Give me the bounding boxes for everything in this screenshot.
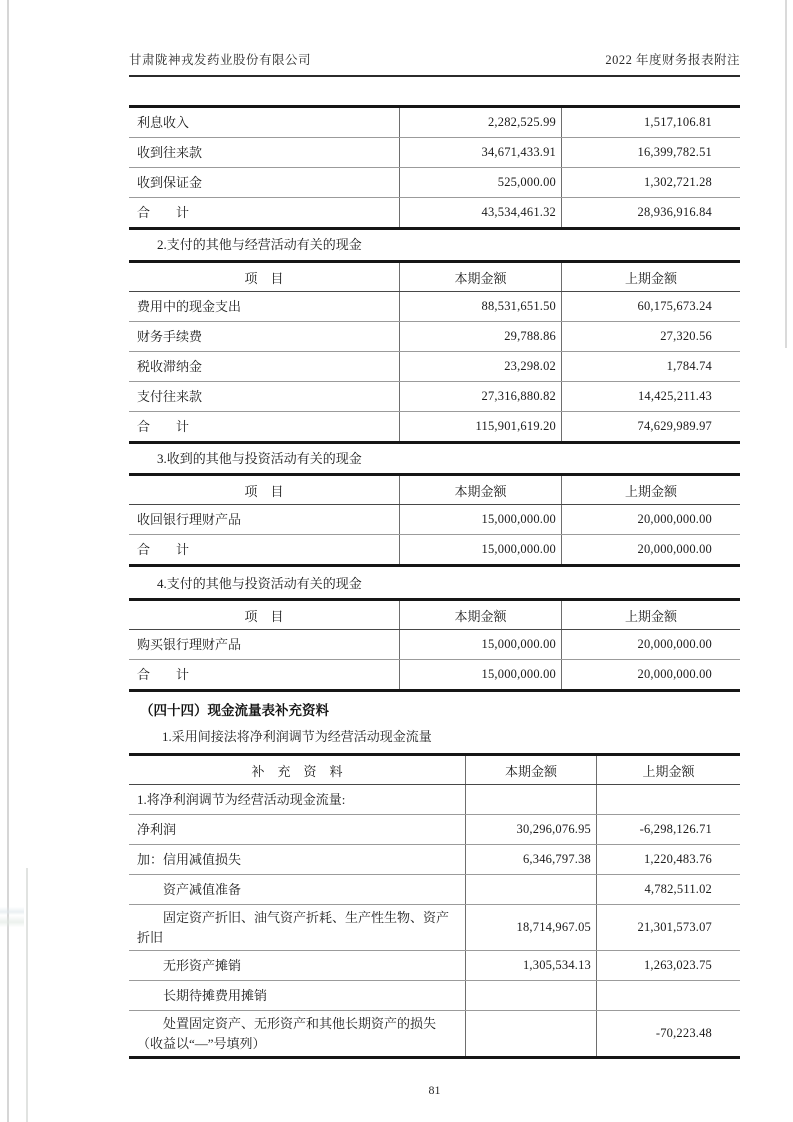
row-label: 财务手续费: [137, 328, 203, 344]
total-row: [129, 535, 740, 564]
section-heading-44: （四十四）现金流量表补充资料: [140, 703, 329, 718]
column-header: 上期金额: [561, 476, 740, 504]
row-label: 支付往来款: [137, 388, 203, 404]
amount-prior-period: 28,936,916.84: [561, 198, 740, 227]
amount-current-period: 88,531,651.50: [399, 292, 561, 321]
amount-prior-period: 16,399,782.51: [561, 138, 740, 167]
row-label: 1.将净利润调节为经营活动现金流量:: [137, 791, 346, 807]
amount-prior-period: 20,000,000.00: [561, 630, 740, 659]
table-cash-flow-supplementary: [129, 753, 740, 1059]
column-header: 上期金额: [561, 601, 740, 629]
page-number: 81: [428, 1083, 441, 1097]
amount-current-period: 34,671,433.91: [399, 138, 561, 167]
document-header: [129, 50, 740, 77]
amount-prior-period: 20,000,000.00: [561, 660, 740, 689]
table-row: [129, 630, 740, 660]
scan-edge-line-right: [785, 0, 787, 348]
table-row: [129, 168, 740, 198]
total-row: [129, 412, 740, 441]
column-header: 上期金额: [596, 756, 740, 784]
amount-prior-period: 20,000,000.00: [561, 505, 740, 534]
row-label: 合 计: [137, 418, 190, 434]
amount-current-period: 2,282,525.99: [399, 108, 561, 137]
column-header: 上期金额: [561, 263, 740, 291]
section-heading-2: 2.支付的其他与经营活动有关的现金: [157, 237, 362, 252]
amount-current-period: [465, 875, 596, 904]
total-row: [129, 660, 740, 689]
row-label: 收回银行理财产品: [137, 511, 242, 527]
row-label: 费用中的现金支出: [137, 298, 242, 314]
table-row: [129, 951, 740, 981]
amount-current-period: 1,305,534.13: [465, 951, 596, 980]
table-other-operating-cash-paid: [129, 260, 740, 444]
scan-smudge: [0, 900, 24, 934]
amount-current-period: 27,316,880.82: [399, 382, 561, 411]
table-row: [129, 815, 740, 845]
table-row: [129, 905, 740, 951]
row-label: 税收滞纳金: [137, 358, 203, 374]
amount-prior-period: 27,320.56: [561, 322, 740, 351]
amount-current-period: [465, 785, 596, 814]
amount-current-period: 525,000.00: [399, 168, 561, 197]
amount-current-period: 15,000,000.00: [399, 505, 561, 534]
amount-current-period: 15,000,000.00: [399, 535, 561, 564]
amount-current-period: [465, 981, 596, 1010]
table-row: [129, 322, 740, 352]
amount-current-period: 15,000,000.00: [399, 660, 561, 689]
amount-current-period: 30,296,076.95: [465, 815, 596, 844]
amount-prior-period: 1,263,023.75: [596, 951, 740, 980]
row-label: 合 计: [137, 204, 190, 220]
column-header: 项 目: [244, 608, 284, 624]
column-header: 本期金额: [399, 476, 561, 504]
amount-current-period: 15,000,000.00: [399, 630, 561, 659]
table-row: [129, 785, 740, 815]
column-header: 补 充 资 料: [251, 763, 343, 779]
amount-prior-period: 20,000,000.00: [561, 535, 740, 564]
amount-prior-period: 1,784.74: [561, 352, 740, 381]
table-row: [129, 352, 740, 382]
amount-prior-period: 21,301,573.07: [596, 905, 740, 950]
amount-prior-period: 1,517,106.81: [561, 108, 740, 137]
amount-prior-period: 1,220,483.76: [596, 845, 740, 874]
amount-prior-period: 14,425,211.43: [561, 382, 740, 411]
table-header-row: [129, 601, 740, 630]
column-header: 项 目: [244, 483, 284, 499]
row-label: 固定资产折旧、油气资产折耗、生产性生物、资产折旧: [137, 910, 450, 945]
table-row: [129, 875, 740, 905]
amount-current-period: 23,298.02: [399, 352, 561, 381]
amount-prior-period: 4,782,511.02: [596, 875, 740, 904]
amount-current-period: [465, 1011, 596, 1056]
column-header: 本期金额: [465, 756, 596, 784]
company-name: 甘肃陇神戎发药业股份有限公司: [129, 53, 312, 67]
row-label: 购买银行理财产品: [137, 636, 242, 652]
row-label: 净利润: [137, 821, 177, 837]
table-row: [129, 108, 740, 138]
table-other-investing-cash-received: [129, 473, 740, 567]
amount-prior-period: 1,302,721.28: [561, 168, 740, 197]
table-header-row: [129, 756, 740, 785]
amount-prior-period: -6,298,126.71: [596, 815, 740, 844]
scan-edge-line-left: [7, 0, 9, 1122]
row-label: 收到保证金: [137, 174, 203, 190]
total-row: [129, 198, 740, 227]
amount-current-period: 6,346,797.38: [465, 845, 596, 874]
amount-prior-period: 74,629,989.97: [561, 412, 740, 441]
row-label: 合 计: [137, 666, 190, 682]
amount-prior-period: 60,175,673.24: [561, 292, 740, 321]
amount-prior-period: [596, 785, 740, 814]
column-header: 本期金额: [399, 601, 561, 629]
page-content: [129, 79, 740, 1098]
row-label: 合 计: [137, 541, 190, 557]
row-label: 无形资产摊销: [163, 957, 242, 973]
report-title: 2022 年度财务报表附注: [605, 53, 740, 67]
row-label: 处置固定资产、无形资产和其他长期资产的损失（收益以“—”号填列）: [137, 1016, 437, 1051]
row-label: 长期待摊费用摊销: [163, 987, 268, 1003]
section-heading-44-sub: 1.采用间接法将净利润调节为经营活动现金流量: [162, 729, 432, 744]
amount-prior-period: -70,223.48: [596, 1011, 740, 1056]
section-heading-4: 4.支付的其他与投资活动有关的现金: [157, 576, 362, 591]
table-other-investing-cash-paid: [129, 598, 740, 692]
table-row: [129, 981, 740, 1011]
table-header-row: [129, 476, 740, 505]
amount-current-period: 115,901,619.20: [399, 412, 561, 441]
table-header-row: [129, 263, 740, 292]
table-row: [129, 138, 740, 168]
table-row: [129, 292, 740, 322]
row-label: 加：信用减值损失: [137, 851, 242, 867]
row-label: 收到往来款: [137, 144, 203, 160]
column-header: 本期金额: [399, 263, 561, 291]
table-other-operating-cash-received: [129, 105, 740, 230]
row-label: 资产减值准备: [163, 881, 242, 897]
table-row: [129, 505, 740, 535]
amount-current-period: 29,788.86: [399, 322, 561, 351]
section-heading-3: 3.收到的其他与投资活动有关的现金: [157, 451, 362, 466]
column-header: 项 目: [244, 270, 284, 286]
row-label: 利息收入: [137, 114, 190, 130]
table-row: [129, 382, 740, 412]
amount-current-period: 43,534,461.32: [399, 198, 561, 227]
table-row: [129, 845, 740, 875]
table-row: [129, 1011, 740, 1056]
scan-edge-line-left-bottom: [26, 868, 28, 1122]
amount-current-period: 18,714,967.05: [465, 905, 596, 950]
amount-prior-period: [596, 981, 740, 1010]
